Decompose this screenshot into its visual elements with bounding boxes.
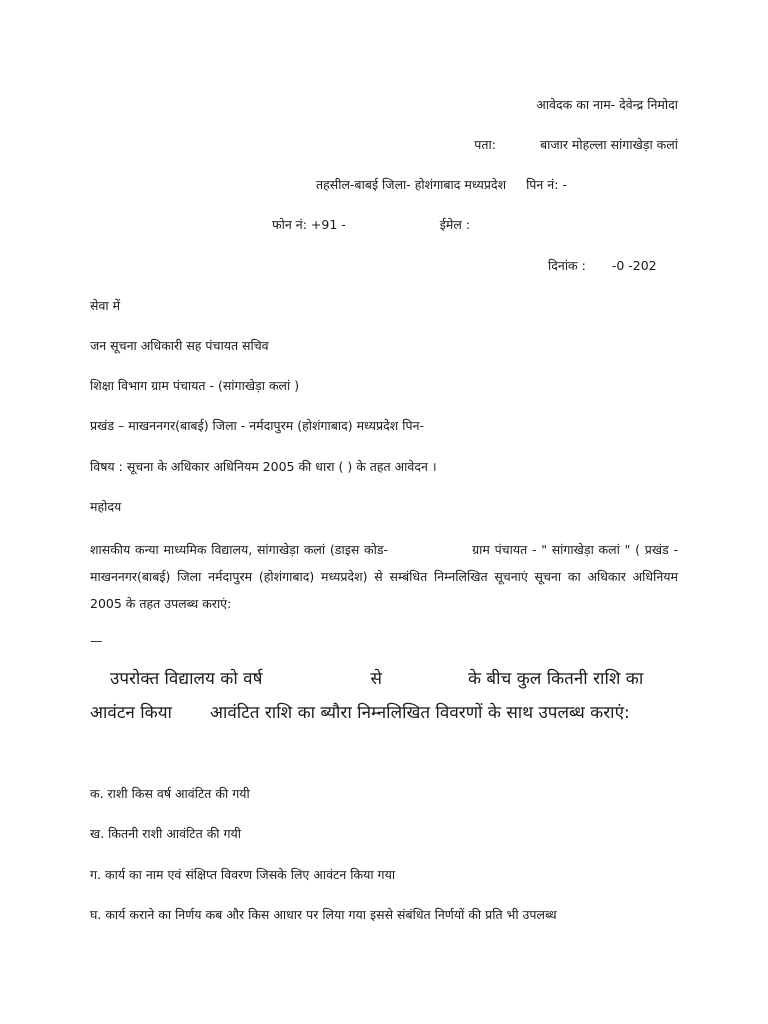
question-part1: उपरोक्त विद्यालय को वर्ष — [110, 669, 263, 689]
separator-dash: — — [90, 633, 103, 648]
date-line — [548, 257, 657, 275]
list-item: ग. कार्य का नाम एवं संक्षिप्त विवरण जिसके लिए आवंटन किया गया — [90, 867, 396, 882]
phone-label: फोन नं: +91 - — [272, 217, 346, 232]
question-part2: से — [370, 669, 382, 689]
body-paragraph-part1: शासकीय कन्या माध्यमिक विद्यालय, सांगाखेड़ा कलां (डाइस कोड- — [90, 542, 389, 557]
date-value: -0 -202 — [611, 258, 657, 273]
contact-line — [272, 216, 470, 234]
list-item: क. राशी किस वर्ष आवंटित की गयी — [90, 786, 250, 801]
question-paragraph — [90, 662, 678, 730]
body-paragraph-part2: ग्राम पंचायत - " सांगाखेड़ा कलां " ( प्रखंड - माखननगर(बाबई) जिला नर्मदापुरम (होशंगाबाद) मध्यप्रदेश) से सम्बंधित निम्नलिखित सूचनाएं सूचना का अधिकार अधिनियम 2005 के तहत उपलब्ध कराएं: — [90, 542, 678, 611]
applicant-name — [536, 96, 678, 114]
question-part4: आवंटित राशि का ब्यौरा निम्नलिखित विवरणों के साथ उपलब्ध कराएं: — [209, 703, 630, 723]
greeting-line: महोदय — [90, 499, 122, 514]
list-item: घ. कार्य कराने का निर्णय कब और किस आधार पर लिया गया इससे संबंधित निर्णयों की प्रति भी उपलब्ध — [90, 907, 557, 922]
tehsil-text: तहसील-बाबई जिला- होशंगाबाद मध्यप्रदेश — [316, 177, 507, 192]
tehsil-line — [316, 176, 567, 194]
applicant-name-text: आवेदक का नाम- देवेन्द्र निमोदा — [536, 97, 678, 112]
address-label: पता: — [474, 137, 496, 152]
body-paragraph — [90, 536, 678, 617]
subject-line: विषय : सूचना के अधिकार अधिनियम 2005 की धारा ( ) के तहत आवेदन । — [90, 459, 437, 474]
address-line — [474, 136, 678, 154]
pin-label: पिन नं: - — [526, 177, 567, 192]
block-line: प्रखंड – माखननगर(बाबई) जिला - नर्मदापुरम (होशंगाबाद) मध्यप्रदेश पिन- — [90, 418, 425, 433]
date-label: दिनांक : — [548, 258, 586, 273]
list-item: ख. कितनी राशी आवंटित की गयी — [90, 826, 242, 841]
officer-line: जन सूचना अधिकारी सह पंचायत सचिव — [90, 338, 269, 353]
salutation-to: सेवा में — [90, 298, 121, 313]
department-line: शिक्षा विभाग ग्राम पंचायत - (सांगाखेड़ा कलां ) — [90, 378, 300, 393]
question-part3: के बीच कुल कितनी राशि का आवंटन किया — [90, 669, 644, 723]
address-value: बाजार मोहल्ला सांगाखेड़ा कलां — [539, 137, 678, 152]
email-label: ईमेल : — [439, 217, 471, 232]
